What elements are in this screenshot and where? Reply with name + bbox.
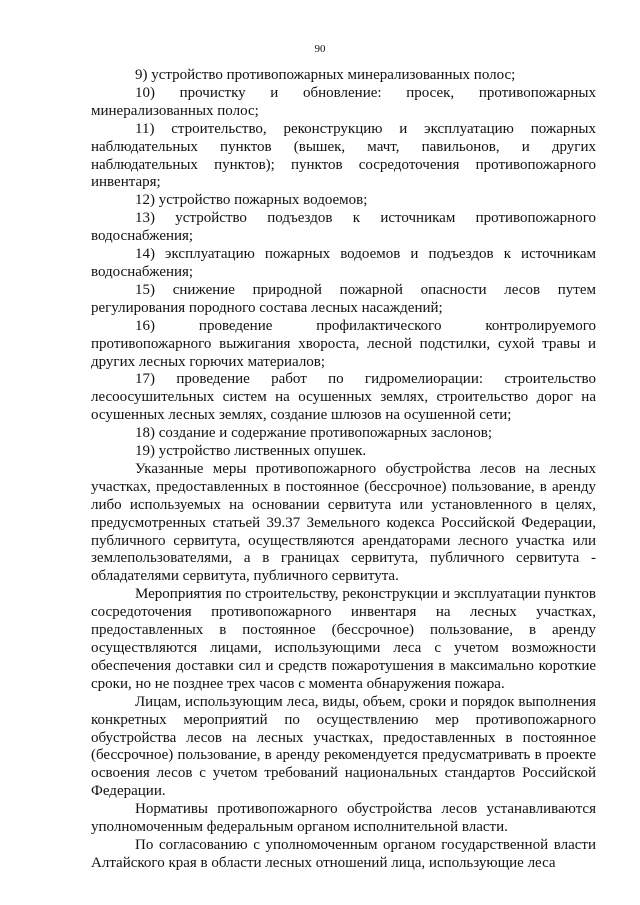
page-number: 90	[314, 43, 326, 55]
paragraph-fire-measures: Указанные меры противопожарного обустройства лесов на лесных участках, предоставленных в постоянное (бессрочное) пользование, в аренду либо используемых на основании сервитута или установленного в целях, предусмотренных статьей 39.37 Земельного кодекса Российской Федерации, публичного сервитута, осуществляются арендаторами лесного участка или землепользователями, а в границах сервитута, публичного сервитута - обладателями сервитута, публичного сервитута.	[91, 460, 596, 585]
paragraph-item-10: 10) прочистку и обновление: просек, противопожарных минерализованных полос;	[91, 84, 596, 119]
paragraph-norms: Нормативы противопожарного обустройства лесов устанавливаются уполномоченным федеральным органом исполнительной власти.	[91, 801, 596, 836]
paragraph-item-14: 14) эксплуатацию пожарных водоемов и подъездов к источникам водоснабжения;	[91, 246, 596, 280]
paragraph-item-19: 19) устройство лиственных опушек.	[135, 443, 367, 460]
paragraph-item-17: 17) проведение работ по гидромелиорации: строительство лесоосушительных систем на осушенных землях, строительство дорог на осушенных лесных землях, создание шлюзов на осушенной сети;	[91, 371, 596, 424]
paragraph-item-9: 9) устройство противопожарных минерализованных полос;	[135, 67, 516, 83]
paragraph-item-13: 13) устройство подъездов к источникам противопожарного водоснабжения;	[91, 210, 596, 245]
paragraph-inventory-points: Мероприятия по строительству, реконструкции и эксплуатации пунктов сосредоточения противопожарного инвентаря на лесных участках, предоставленных в постоянное (бессрочное) пользование, в аренду осуществляются лицами, использующими леса с учетом возможности обеспечения доставки сил и средств пожаротушения в максимально короткие сроки, но не позднее трех часов с момента обнаружения пожара.	[91, 586, 596, 692]
paragraph-forest-users: Лицам, использующим леса, виды, объем, сроки и порядок выполнения конкретных мероприятий по осуществлению мер противопожарного обустройства лесов на лесных участках, предоставленных в постоянное (бессрочное) пользование, в аренду рекомендуется предусматривать в проекте освоения лесов с учетом требований национальных стандартов Российской Федерации.	[91, 693, 596, 800]
paragraph-item-12: 12) устройство пожарных водоемов;	[135, 192, 368, 209]
paragraph-item-15: 15) снижение природной пожарной опасности лесов путем регулирования породного состава лесных насаждений;	[91, 281, 596, 316]
paragraph-item-18: 18) создание и содержание противопожарных заслонов;	[135, 425, 493, 442]
document-body	[91, 67, 596, 873]
paragraph-item-16: 16) проведение профилактического контролируемого противопожарного выжигания хвороста, лесной подстилки, сухой травы и других лесных горючих материалов;	[91, 317, 596, 370]
paragraph-item-11: 11) строительство, реконструкцию и эксплуатацию пожарных наблюдательных пунктов (вышек, мачт, павильонов, и других наблюдательных пунктов); пунктов сосредоточения противопожарного инвентаря;	[91, 120, 596, 191]
paragraph-agreement: По согласованию с уполномоченным органом государственной власти Алтайского края в области лесных отношений лица, использующие леса	[91, 836, 596, 871]
